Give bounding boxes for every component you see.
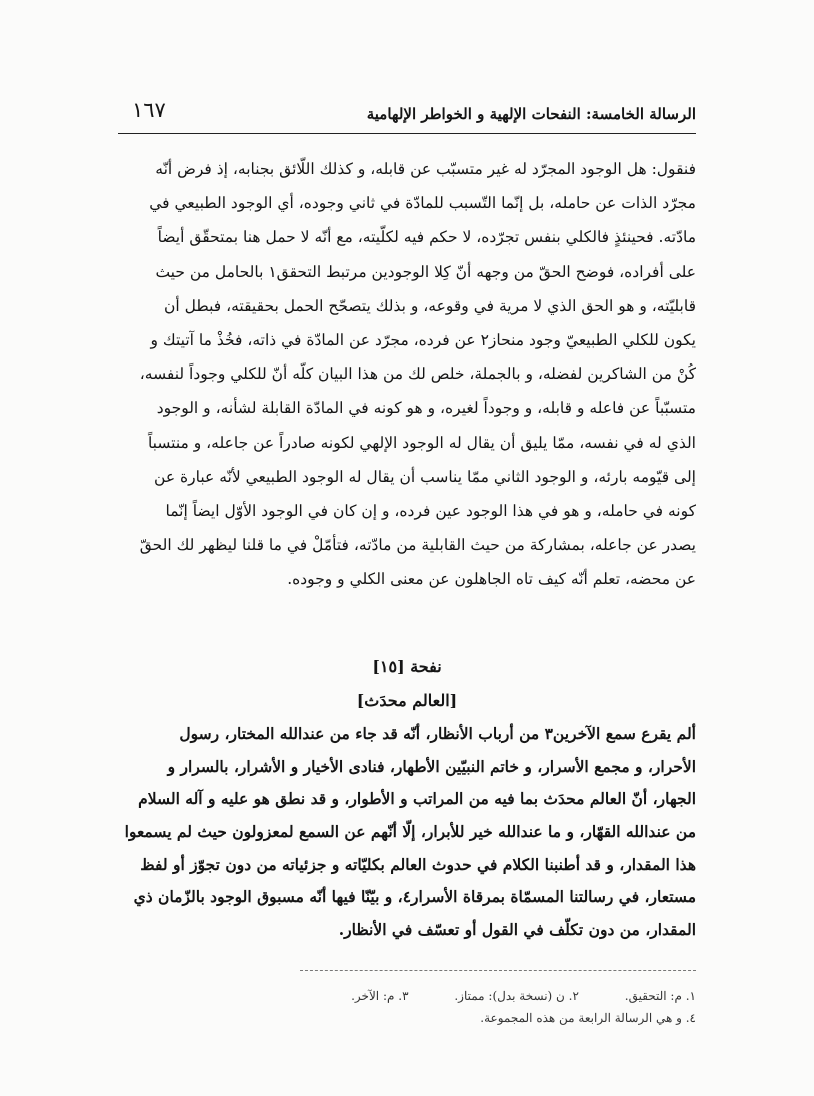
page-number: ١٦٧ [132, 98, 166, 122]
text-line: مجرّد الذات عن حامله، بل إنّما التّسبب للمادّة في ثاني وجوده، أي الوجود الطبيعي في [149, 194, 696, 213]
running-header [118, 95, 696, 134]
text-line: متسبّباً عن فاعله و قابله، و وجوداً لغيره، و هو كونه في المادّة القابلة لشأنه، و الوجود [156, 399, 696, 418]
text-line: المقدار، من دون تكلّف في القول أو تعسّف في الأنظار. [338, 920, 696, 940]
text-line: إلى قيّومه بارئه، و الوجود الثاني ممّا يناسب أن يقال له الوجود الطبيعي لأنّه عبارة عن [154, 467, 696, 486]
footnote-4: ٤. و هي الرسالة الرابعة من هذه المجموعة. [480, 1011, 696, 1025]
footnote-2: ٢. ن (نسخة بدل): ممتاز. [454, 989, 579, 1003]
text-line: الذي له في نفسه، ممّا يليق أن يقال له الوجود الإلهي لكونه صادراً عن جاعله، و منتسباً [147, 433, 696, 452]
text-line: من عندالله القهّار، و ما عندالله خير للأبرار، إلّا أنّهم عن السمع لمعزولون حيث لم يسمعوا [124, 822, 696, 842]
text-line: مستعار، في رسالتنا المسمّاة بمرقاة الأسرار٤، و بيّنّا فيها أنّه مسبوق الوجود بالزّمان ذي [133, 887, 696, 907]
section-subtitle: [العالم محدَث] [356, 691, 458, 710]
footnote-divider [300, 970, 696, 971]
text-line: كُنْ من الشاكرين لفضله، و بالجملة، خلص لك من هذا البيان كلّه أنّ للكلي وجوداً لنفسه، [139, 365, 696, 384]
footnote-1: ١. م: التحقيق. [624, 989, 696, 1003]
text-line: مادّته. فحينئذٍ فالكلي بنفس تجرّده، لا حكم فيه لكلّيته، مع أنّه لا حمل هنا بمتحقّق أيضاً [157, 228, 696, 247]
section-title: نفحة [١٥] [372, 657, 442, 676]
body-paragraph-1 [118, 152, 696, 596]
footnote-row [200, 1007, 696, 1029]
running-title: الرسالة الخامسة: النفحات الإلهية و الخواطر الإلهامية [366, 105, 696, 123]
footnote-3: ٣. م: الآخر. [351, 989, 409, 1003]
footnote-row [200, 985, 696, 1007]
text-line: هذا المقدار، و قد أطنبنا الكلام في حدوث العالم بكليّاته و جزئياته من دون تجوّز أو لفظ [140, 854, 696, 874]
body-paragraph-2 [118, 718, 696, 947]
text-line: يكون للكلي الطبيعيّ وجود منحاز٢ عن فرده، مجرّد عن المادّة في ذاته، فخُذْ ما آتيتك و [150, 330, 696, 349]
footnotes [200, 985, 696, 1029]
text-line: الجهار، أنّ العالم محدَث بما فيه من المراتب و الأطوار، و قد نطق هو عليه و آله السلام [138, 789, 696, 809]
text-line: على أفراده، فوضح الحقّ من وجهه أنّ كِلا الوجودين مرتبط التحقق١ بالحامل من حيث [155, 262, 696, 281]
section-heading-block [118, 650, 696, 718]
text-line: فنقول: هل الوجود المجرّد له غير متسبّب عن قابله، و كذلك اللّائق بجنابه، إذ فرض أنّه [155, 160, 696, 178]
text-line: يصدر عن جاعله، بمشاركة من حيث القابلية من مادّته، فتأمّلْ في ما قلنا ليظهر لك الحقّ [139, 536, 696, 555]
text-line: عن محضه، تعلم أنّه كيف تاه الجاهلون عن معنى الكلي و وجوده. [287, 570, 696, 589]
text-line: كونه في حامله، و هو في هذا الوجود عين فرده، و إن كان في الوجود الأوّل ايضاً إنّما [165, 501, 696, 520]
text-line: قابليّته، و هو الحق الذي لا مرية في وقوعه، و بذلك يتصحّح الحمل بحقيقته، فبطل أن [164, 296, 696, 315]
text-line: الأحرار، و مجمع الأسرار، و خاتم النبيّين الأطهار، فنادى الأخيار و الأشرار، بالسرار و [167, 756, 696, 776]
text-line: ألم يقرع سمع الآخرين٣ من أرباب الأنظار، أنّه قد جاء من عندالله المختار، رسول [179, 724, 696, 743]
